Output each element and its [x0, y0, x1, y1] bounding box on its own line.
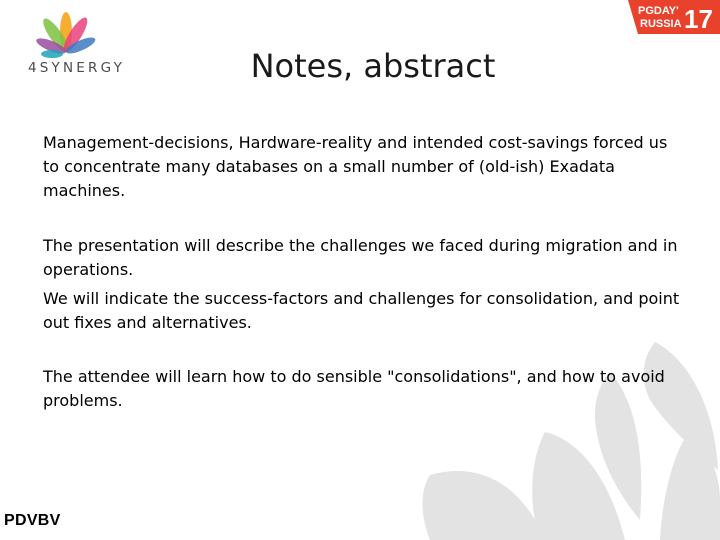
- paragraph-presentation: The presentation will describe the challenges we faced during migration and in operations.: [43, 236, 678, 279]
- paragraph-management: Management-decisions, Hardware-reality and intended cost-savings forced us to concentrate many databases on a small number of (old-ish) Exadata machines.: [43, 133, 668, 200]
- paragraph-success-factors: We will indicate the success-factors and challenges for consolidation, and point out fixes and alternatives.: [43, 289, 680, 332]
- paragraph-attendee: The attendee will learn how to do sensible "consolidations", and how to avoid problems.: [43, 367, 665, 410]
- badge-year: 17: [684, 4, 713, 34]
- footer-label: PDVBV: [4, 512, 61, 529]
- badge-line1: PGDAY': [638, 5, 679, 17]
- pgday-russia-badge: [628, 0, 720, 34]
- synergy-logo-text: 4SYNERGY: [28, 60, 126, 76]
- slide-title: Notes, abstract: [250, 47, 496, 85]
- synergy-flower-logo-icon: [33, 10, 99, 66]
- badge-line2: RUSSIA: [640, 18, 682, 30]
